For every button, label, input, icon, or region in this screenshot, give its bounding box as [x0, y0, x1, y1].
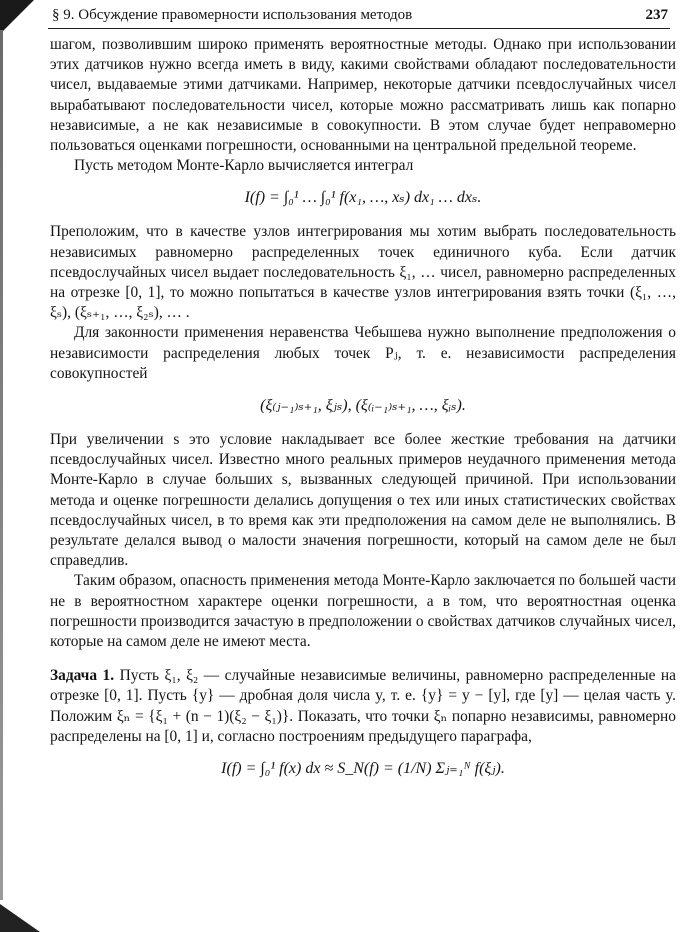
running-head: [52, 4, 668, 26]
paragraph-2: Пусть методом Монте-Карло вычисляется интеграл: [74, 157, 414, 175]
scan-shadow-bottom-left: [0, 904, 40, 932]
scan-edge-left: [0, 30, 3, 900]
header-rule: [48, 28, 670, 29]
paragraph-4: Для законности применения неравенства Чебышева нужно выполнение предположения о независимости распределения любых точек Pⱼ, т. е. независимости распределения совокупностей: [50, 324, 676, 382]
scan-shadow-top-left: [0, 0, 34, 34]
formula-tuples: (ξ₍ⱼ₋₁₎ₛ₊₁, ξⱼₛ), (ξ₍ᵢ₋₁₎ₛ₊₁, …, ξᵢₛ).: [260, 397, 466, 415]
paragraph-5: При увеличении s это условие накладывает все более жесткие требования на датчики псевдослучайных чисел. Известно много реальных примеров неудачного применения метода Монте-Карло в случае больших s, вызванных следующей причиной. При использовании метода и оценке погрешности делались допущения о тех или иных статистических свойствах псевдослучайных чисел, в то время как эти предположения на самом деле не выполнялись. В результате делался вывод о малости значения погрешности, который на самом деле не был справедлив.: [50, 431, 676, 570]
paragraph-1: шагом, позволившим широко применять вероятностные методы. Однако при использовании этих датчиков нужно всегда иметь в виду, какими свойствами обладают последовательности чисел, выдаваемые этими датчиками. Например, некоторые датчики псевдослучайных чисел вырабатывают последовательности чисел, которые можно рассматривать лишь как попарно независимые, а не как независимые в совокупности. В этом случае будет неправомерно пользоваться оценками погрешности, основанными на центральной предельной теореме.: [50, 36, 676, 155]
formula-estimate: I(f) = ∫₀¹ f(x) dx ≈ S_N(f) = (1/N) Σⱼ₌₁ᴺ f(ξⱼ).: [221, 760, 505, 778]
formula-integral: I(f) = ∫₀¹ … ∫₀¹ f(x₁, …, xₛ) dx₁ … dxₛ.: [244, 189, 482, 207]
paragraph-3: Преположим, что в качестве узлов интегрирования мы хотим выбрать последовательность независимых равномерно распределенных точек единичного куба. Если датчик псевдослучайных чисел выдает последовательность ξ₁, … чисел, равномерно распределенных на отрезке [0, 1], то можно попытаться в качестве узлов интегрирования взять точки (ξ₁, …, ξₛ), (ξₛ₊₁, …, ξ₂ₛ), … .: [50, 223, 676, 322]
section-title: § 9. Обсуждение правомерности использования методов: [52, 7, 413, 23]
page-number: 237: [645, 7, 668, 23]
paragraph-6: Таким образом, опасность применения метода Монте-Карло заключается по большей части не в вероятностном характере оценки погрешности, а в том, что вероятностная оценка погрешности производится зачастую в предположении о свойствах датчиков случайных чисел, которые на самом деле не имеют места.: [50, 572, 676, 651]
task-1: [50, 666, 676, 747]
body-text: [50, 35, 676, 793]
task-label: Задача 1.: [50, 667, 115, 685]
task-text: Пусть ξ₁, ξ₂ — случайные независимые величины, равномерно распределенные на отрезке [0, 1]. Пусть {y} — дробная доля числа y, т. е. {y} = y − [y], где [y] — целая часть y. Положим ξₙ = {ξ₁ + (n − 1)(ξ₂ − ξ₁)}. Показать, что точки ξₙ попарно независимы, равномерно распределены на [0, 1] и, согласно построениям предыдущего параграфа,: [50, 667, 676, 745]
